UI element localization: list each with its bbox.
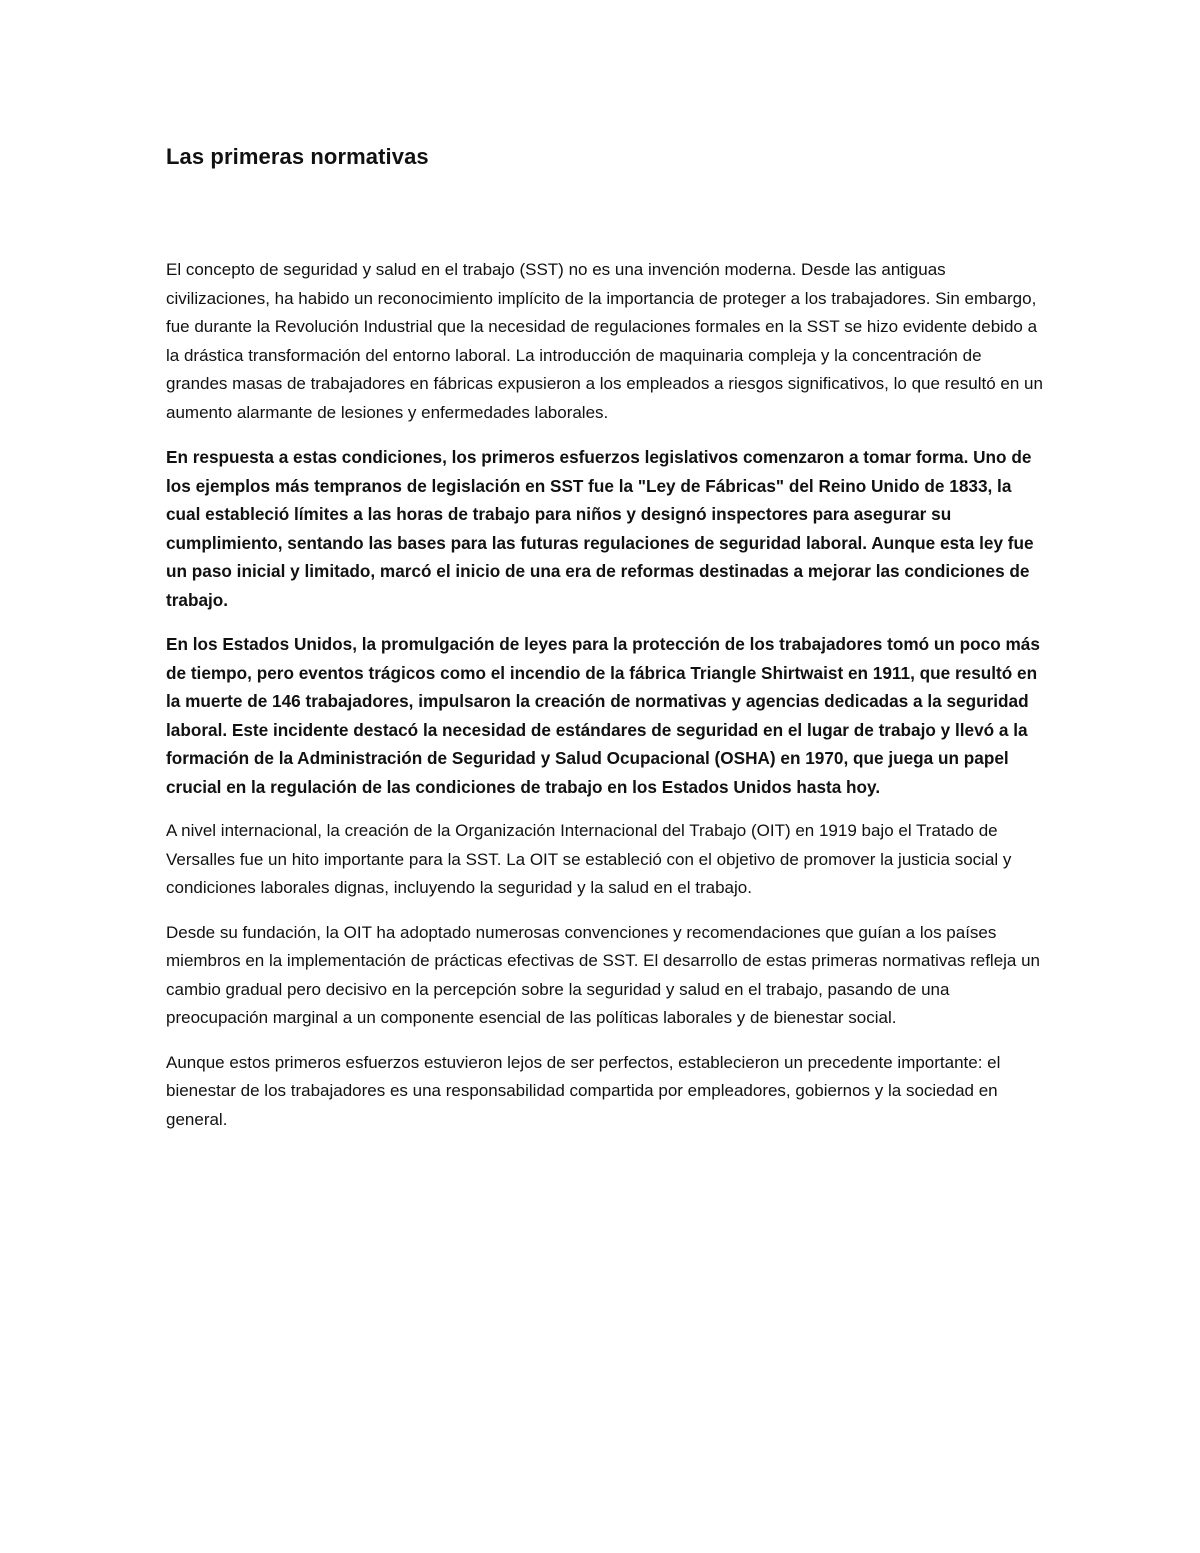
document-page (166, 140, 1046, 1150)
paragraph-2: En respuesta a estas condiciones, los primeros esfuerzos legislativos comenzaron a tomar forma. Uno de los ejemplos más tempranos de legislación en SST fue la "Ley de Fábricas" del Reino Unido de 1833, la cual estableció límites a las horas de trabajo para niños y designó inspectores para asegurar su cumplimiento, sentando las bases para las futuras regulaciones de seguridad laboral. Aunque esta ley fue un paso inicial y limitado, marcó el inicio de una era de reformas destinadas a mejorar las condiciones de trabajo. (166, 447, 1034, 610)
document-title: Las primeras normativas (166, 144, 429, 169)
paragraph-3: En los Estados Unidos, la promulgación de leyes para la protección de los trabajadores tomó un poco más de tiempo, pero eventos trágicos como el incendio de la fábrica Triangle Shirtwaist en 1911, que resultó en la muerte de 146 trabajadores, impulsaron la creación de normativas y agencias dedicadas a la seguridad laboral. Este incidente destacó la necesidad de estándares de seguridad en el lugar de trabajo y llevó a la formación de la Administración de Seguridad y Salud Ocupacional (OSHA) en 1970, que juega un papel crucial en la regulación de las condiciones de trabajo en los Estados Unidos hasta hoy. (166, 634, 1040, 797)
paragraph-1: El concepto de seguridad y salud en el trabajo (SST) no es una invención moderna. Desde las antiguas civilizaciones, ha habido un reconocimiento implícito de la importancia de proteger a los trabajadores. Sin embargo, fue durante la Revolución Industrial que la necesidad de regulaciones formales en la SST se hizo evidente debido a la drástica transformación del entorno laboral. La introducción de maquinaria compleja y la concentración de grandes masas de trabajadores en fábricas expusieron a los empleados a riesgos significativos, lo que resultó en un aumento alarmante de lesiones y enfermedades laborales. (166, 260, 1043, 422)
paragraph-4: A nivel internacional, la creación de la Organización Internacional del Trabajo (OIT) en 1919 bajo el Tratado de Versalles fue un hito importante para la SST. La OIT se estableció con el objetivo de promover la justicia social y condiciones laborales dignas, incluyendo la seguridad y la salud en el trabajo. (166, 821, 1012, 897)
paragraph-5: Desde su fundación, la OIT ha adoptado numerosas convenciones y recomendaciones que guían a los países miembros en la implementación de prácticas efectivas de SST. El desarrollo de estas primeras normativas refleja un cambio gradual pero decisivo en la percepción sobre la seguridad y salud en el trabajo, pasando de una preocupación marginal a un componente esencial de las políticas laborales y de bienestar social. (166, 922, 1041, 1027)
paragraph-6: Aunque estos primeros esfuerzos estuvieron lejos de ser perfectos, establecieron un precedente importante: el bienestar de los trabajadores es una responsabilidad compartida por empleadores, gobiernos y la sociedad en general. (166, 1052, 1001, 1129)
document-body (166, 256, 1046, 1134)
